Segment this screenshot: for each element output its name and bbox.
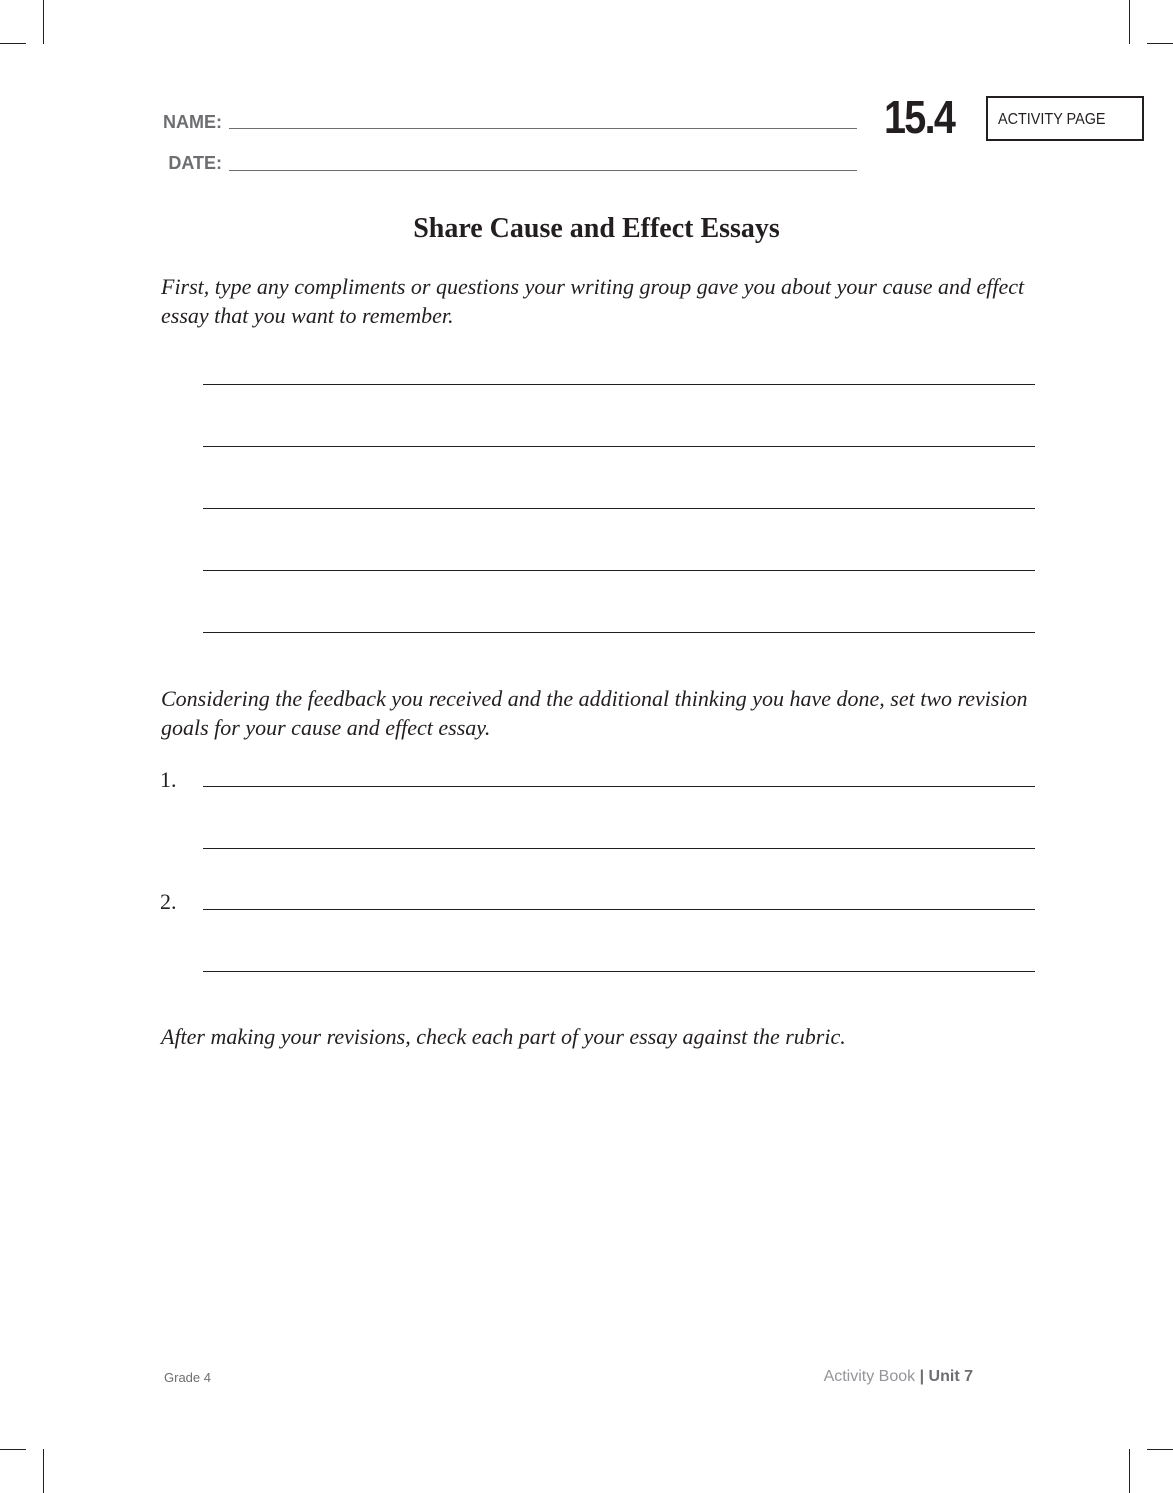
goal-1-line[interactable] xyxy=(203,786,1035,787)
instruction-revision-goals: Considering the feedback you received and the additional thinking you have done, set two revision goals for your cause and effect essay. xyxy=(161,686,1028,740)
instruction-rubric: After making your revisions, check each part of your essay against the rubric. xyxy=(161,1024,846,1049)
crop-mark xyxy=(1129,1449,1130,1493)
activity-number: 15.4 xyxy=(884,91,955,143)
goal-2-line[interactable] xyxy=(203,971,1035,972)
goal-1-line[interactable] xyxy=(203,848,1035,849)
footer-separator: | xyxy=(919,1368,925,1385)
goal-number-2: 2. xyxy=(160,889,177,914)
date-label: DATE: xyxy=(168,153,222,173)
crop-mark xyxy=(1147,1449,1173,1450)
answer-line[interactable] xyxy=(203,632,1035,633)
date-field[interactable] xyxy=(229,170,857,171)
answer-line[interactable] xyxy=(203,508,1035,509)
crop-mark xyxy=(43,1449,44,1493)
crop-mark xyxy=(0,1449,26,1450)
footer-book-unit xyxy=(824,1368,973,1386)
footer-unit: Unit 7 xyxy=(928,1368,973,1385)
crop-mark xyxy=(1147,43,1173,44)
name-field[interactable] xyxy=(229,128,857,129)
crop-mark xyxy=(43,0,44,44)
answer-line[interactable] xyxy=(203,570,1035,571)
footer-grade: Grade 4 xyxy=(164,1370,211,1385)
activity-page-label: ACTIVITY PAGE xyxy=(998,111,1106,128)
goal-number-1: 1. xyxy=(160,767,177,792)
answer-line[interactable] xyxy=(203,446,1035,447)
name-label: NAME: xyxy=(163,112,222,132)
page-title: Share Cause and Effect Essays xyxy=(413,213,780,244)
crop-mark xyxy=(0,43,26,44)
activity-page-box xyxy=(986,96,1144,141)
crop-mark xyxy=(1129,0,1130,44)
answer-line[interactable] xyxy=(203,384,1035,385)
instruction-compliments: First, type any compliments or questions your writing group gave you about your cause and effect essay that you want to remember. xyxy=(161,274,1025,328)
footer-book: Activity Book xyxy=(823,1368,916,1385)
goal-2-line[interactable] xyxy=(203,909,1035,910)
